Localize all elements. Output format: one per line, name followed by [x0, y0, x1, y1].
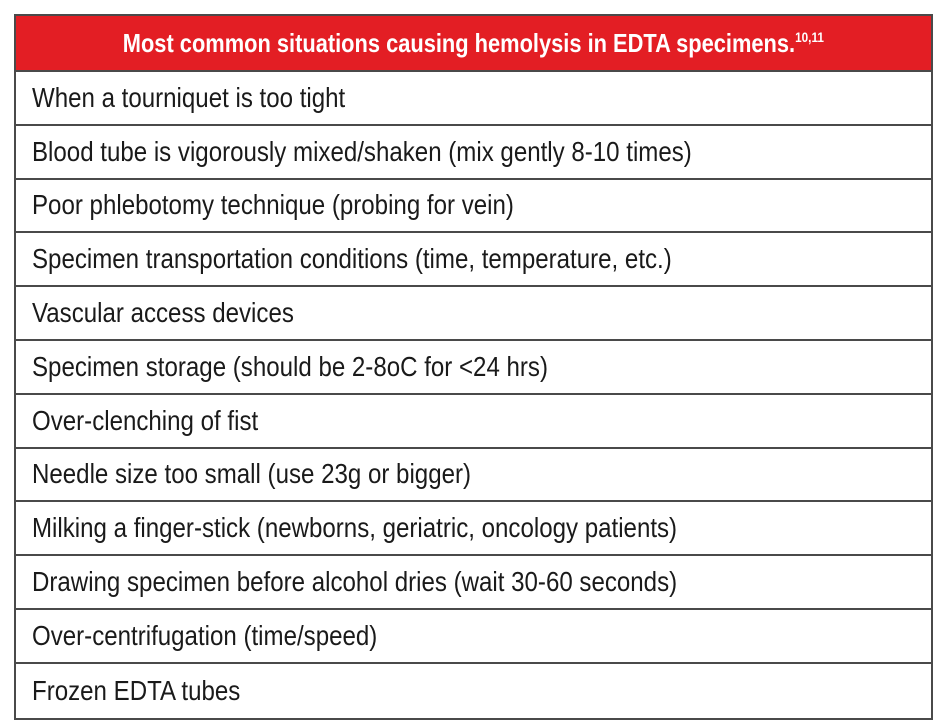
- table-row: [16, 664, 931, 718]
- table-cell: Specimen storage (should be 2-8oC for <24 hrs): [32, 350, 548, 382]
- table-row: [16, 502, 931, 556]
- table-cell: Over-centrifugation (time/speed): [32, 619, 378, 651]
- table-row: [16, 287, 931, 341]
- table-title-wrap: [123, 28, 824, 59]
- table-cell: When a tourniquet is too tight: [32, 81, 346, 113]
- table-cell: Poor phlebotomy technique (probing for vein): [32, 189, 514, 221]
- table-cell: Drawing specimen before alcohol dries (wait 30-60 seconds): [32, 566, 678, 598]
- table-cell: Blood tube is vigorously mixed/shaken (mix gently 8-10 times): [32, 135, 692, 167]
- table-header: [16, 16, 931, 72]
- table-title-citation: 10,11: [795, 28, 825, 45]
- table-cell: Needle size too small (use 23g or bigger): [32, 458, 472, 490]
- table-cell: Specimen transportation conditions (time, temperature, etc.): [32, 243, 672, 275]
- table-cell: Frozen EDTA tubes: [32, 674, 241, 706]
- table-row: [16, 180, 931, 234]
- table-body: [16, 72, 931, 718]
- table-row: [16, 610, 931, 664]
- table-row: [16, 449, 931, 503]
- table-row: [16, 341, 931, 395]
- table-row: [16, 72, 931, 126]
- hemolysis-causes-table: [14, 14, 933, 720]
- table-cell: Milking a finger-stick (newborns, geriatric, oncology patients): [32, 512, 678, 544]
- table-cell: Vascular access devices: [32, 297, 294, 329]
- table-row: [16, 395, 931, 449]
- table-row: [16, 126, 931, 180]
- table-row: [16, 233, 931, 287]
- table-title: Most common situations causing hemolysis in EDTA specimens.: [122, 27, 796, 58]
- table-row: [16, 556, 931, 610]
- table-cell: Over-clenching of fist: [32, 404, 259, 436]
